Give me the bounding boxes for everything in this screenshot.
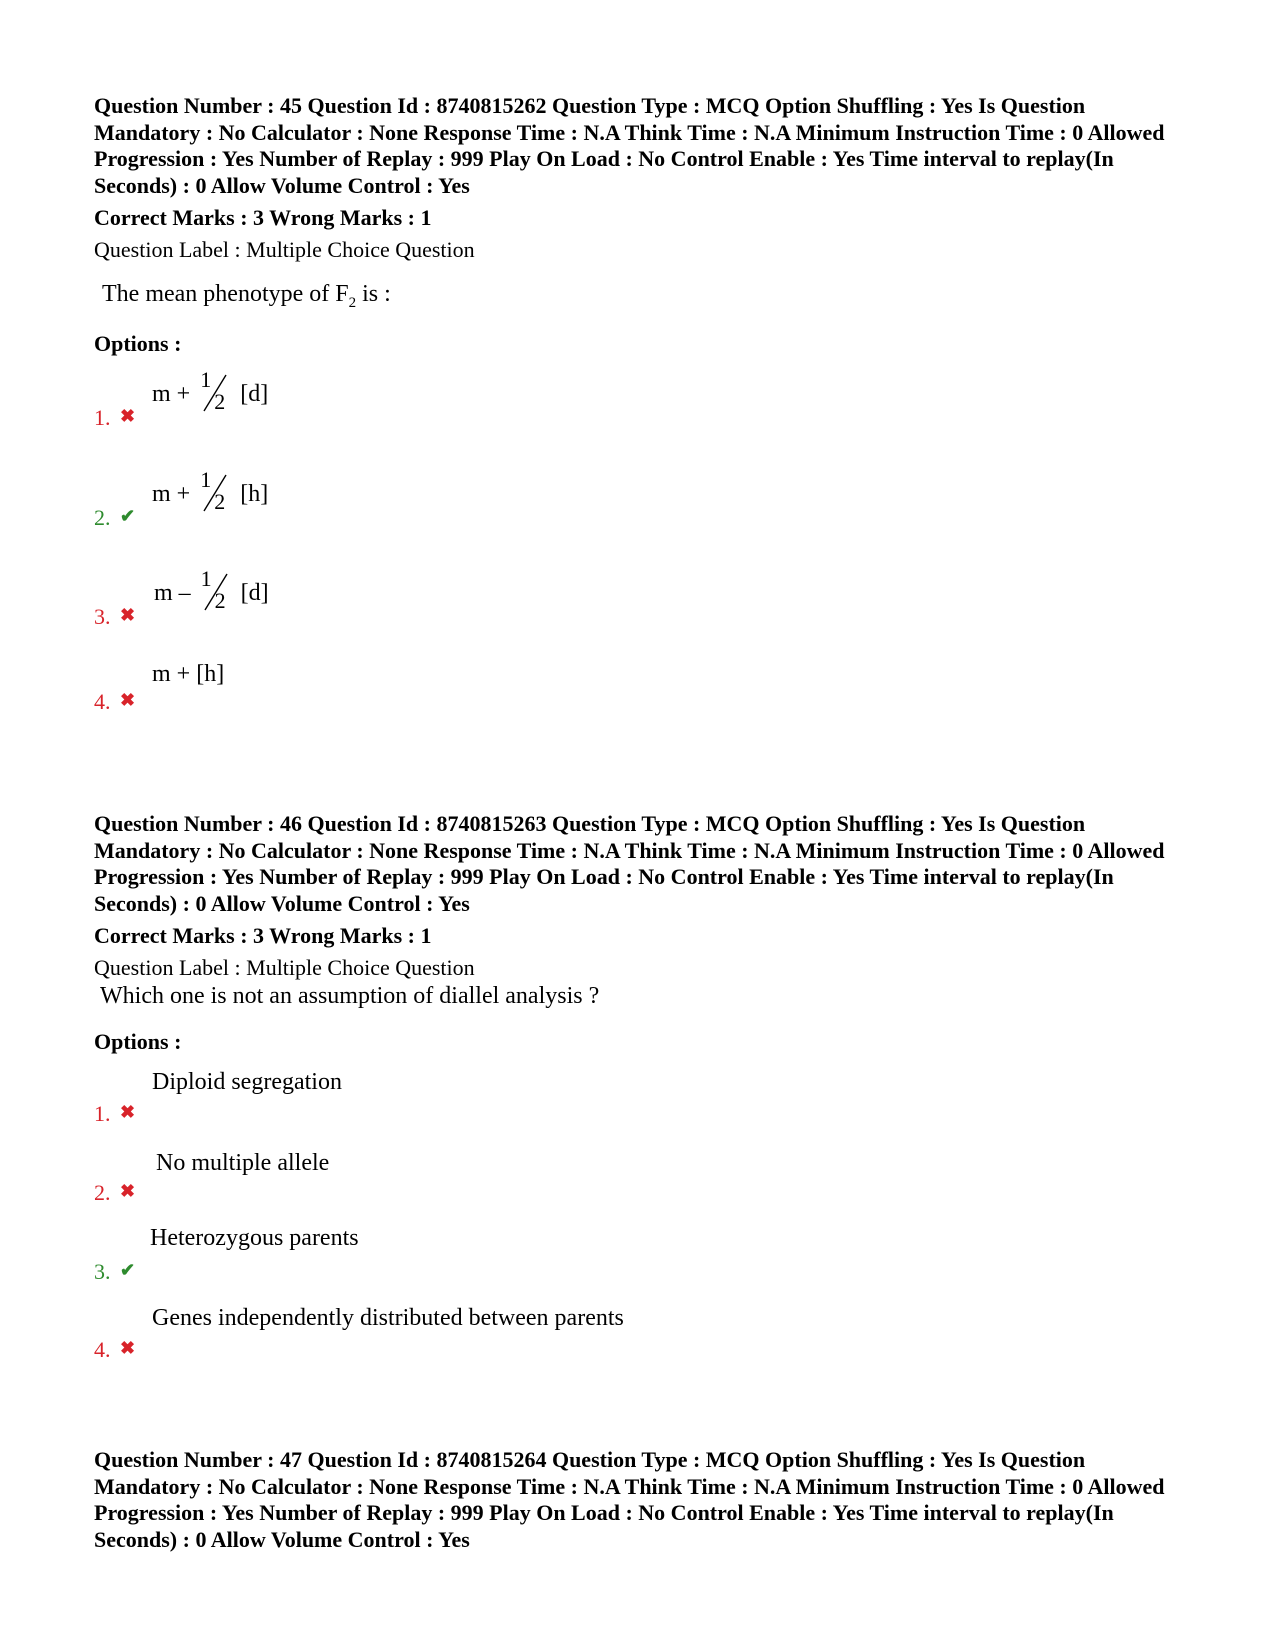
option-text: No multiple allele	[156, 1150, 330, 1176]
question-block-47	[94, 1447, 1194, 1553]
question-block-46	[94, 811, 1194, 1362]
option-text: Genes independently distributed between parents	[152, 1305, 624, 1331]
option-text: m + [h]	[152, 661, 225, 687]
question-label: Question Label : Multiple Choice Question	[94, 237, 475, 262]
option-3	[94, 566, 994, 630]
fraction: 1 2	[198, 471, 232, 515]
option-formula: m – 1 2 [d]	[154, 566, 269, 613]
cross-icon: ✖	[120, 605, 136, 625]
fraction: 1 2	[199, 570, 233, 614]
option-1	[94, 367, 994, 431]
question-stem: Which one is not an assumption of diallel analysis ?	[100, 983, 600, 1009]
option-number: 4.	[94, 1337, 111, 1362]
cross-icon: ✖	[120, 406, 136, 426]
option-1	[94, 1067, 994, 1127]
option-number: 3.	[94, 1259, 111, 1284]
question-label: Question Label : Multiple Choice Question	[94, 955, 475, 980]
question-meta: Question Number : 47 Question Id : 8740815264 Question Type : MCQ Option Shuffling : Yes Is Question Mandatory : No Calculator : None Response Time : N.A Think Time : N.A Minimum Instruction Time : 0 Allowed Progression : Yes Number of Replay : 999 Play On Load : No Control Enable : Yes Time interval to replay(In Seconds) : 0 Allow Volume Control : Yes	[94, 1447, 1165, 1552]
option-number: 2.	[94, 1180, 111, 1205]
option-3	[94, 1225, 994, 1285]
check-icon: ✔	[120, 1260, 136, 1280]
option-2	[94, 1146, 994, 1206]
option-number: 4.	[94, 689, 111, 714]
fraction: 1 2	[198, 371, 232, 415]
option-2	[94, 467, 994, 531]
option-number: 1.	[94, 405, 111, 430]
question-marks: Correct Marks : 3 Wrong Marks : 1	[94, 205, 432, 230]
question-block-45	[94, 93, 1194, 714]
option-text: Diploid segregation	[152, 1069, 342, 1095]
question-stem: The mean phenotype of $F_2$ is :	[102, 281, 391, 311]
option-number: 2.	[94, 505, 111, 530]
question-meta: Question Number : 45 Question Id : 8740815262 Question Type : MCQ Option Shuffling : Yes Is Question Mandatory : No Calculator : None Response Time : N.A Think Time : N.A Minimum Instruction Time : 0 Allowed Progression : Yes Number of Replay : 999 Play On Load : No Control Enable : Yes Time interval to replay(In Seconds) : 0 Allow Volume Control : Yes	[94, 93, 1165, 198]
cross-icon: ✖	[120, 690, 136, 710]
option-number: 1.	[94, 1101, 111, 1126]
cross-icon: ✖	[120, 1181, 136, 1201]
option-4	[94, 1303, 994, 1363]
option-formula: m + 1 2 [d]	[152, 367, 269, 414]
option-text: Heterozygous parents	[150, 1225, 359, 1251]
question-marks: Correct Marks : 3 Wrong Marks : 1	[94, 923, 432, 948]
question-meta: Question Number : 46 Question Id : 8740815263 Question Type : MCQ Option Shuffling : Yes Is Question Mandatory : No Calculator : None Response Time : N.A Think Time : N.A Minimum Instruction Time : 0 Allowed Progression : Yes Number of Replay : 999 Play On Load : No Control Enable : Yes Time interval to replay(In Seconds) : 0 Allow Volume Control : Yes	[94, 811, 1165, 916]
option-number: 3.	[94, 604, 111, 629]
option-4	[94, 655, 994, 715]
check-icon: ✔	[120, 506, 136, 526]
cross-icon: ✖	[120, 1102, 136, 1122]
options-heading: Options :	[94, 1029, 182, 1054]
option-formula: m + 1 2 [h]	[152, 467, 269, 514]
cross-icon: ✖	[120, 1338, 136, 1358]
options-heading: Options :	[94, 331, 182, 356]
